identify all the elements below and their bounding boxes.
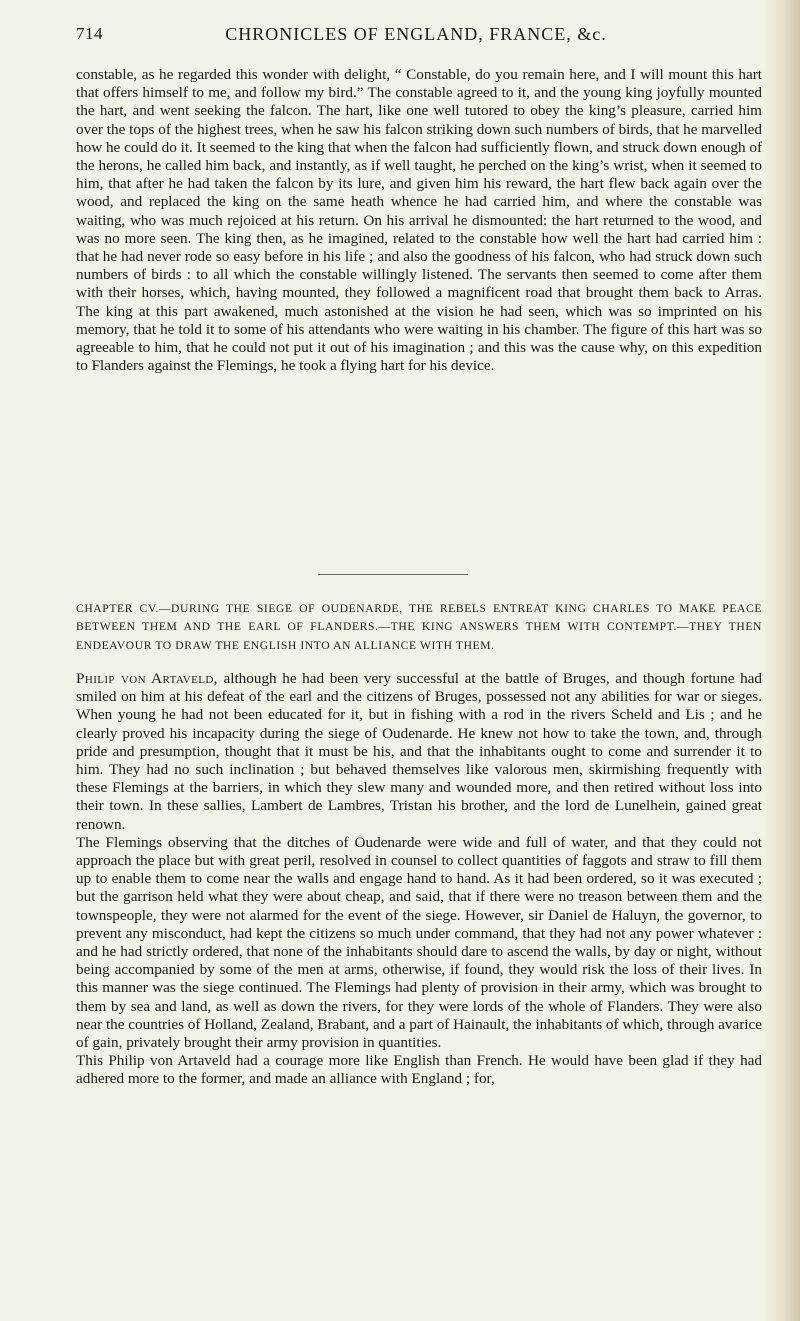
chapter-body: [76, 670, 762, 1089]
paragraph-text: constable, as he regarded this wonder with delight, “ Constable, do you remain here, and I will mount this hart that offers himself to me, and follow my bird.” The constable agreed to it, and the young king joyfully mounted the hart, and went seeking the falcon. The hart, like one well tutored to obey the king’s pleasure, carried him over the tops of the highest trees, when he saw his falcon striking down such numbers of birds, that he marvelled how he could do it. It seemed to the king that when the falcon had sufficiently flown, and struck down enough of the herons, he called him back, and instantly, as if well taught, he perched on the king’s wrist, when it seemed to him, that after he had taken the falcon by its lure, and given him his reward, the hart flew back again over the wood, and replaced the king on the same heath whence he had carried him, and where the constable was waiting, who was much rejoiced at his return. On his arrival he dismounted: the hart returned to the wood, and was no more seen. The king then, as he imagined, related to the constable how well the hart had carried him : that he had never rode so easy before in his life ; and also the goodness of his falcon, who had struck down such numbers of birds : to all which the constable willingly listened. The servants then seemed to come after them with their horses, which, having mounted, they followed a magnificent road that brought them back to Arras. The king at this part awakened, much astonished at the vision he had seen, which was so imprinted on his memory, that he told it to some of his attendants who were waiting in his chamber. The figure of this hart was so agreeable to him, that he could not put it out of his imagination ; and this was the cause why, on this expedition to Flanders against the Flemings, he took a flying hart for his device.: [76, 66, 762, 375]
paragraph: This Philip von Artaveld had a courage more like English than French. He would have been glad if they had adhered more to the former, and made an alliance with England ; for,: [76, 1052, 762, 1088]
page-number: 714: [76, 24, 103, 43]
section-divider: [318, 574, 468, 575]
opening-name: Philip von Artaveld,: [76, 670, 218, 687]
chapter-heading: CHAPTER CV.—DURING THE SIEGE OF OUDENARDE, THE REBELS ENTREAT KING CHARLES TO MAKE PEACE BETWEEN THEM AND THE EARL OF FLANDERS.—THE KING ANSWERS THEM WITH CONTEMPT.—THEY THEN ENDEAVOUR TO DRAW THE ENGLISH INTO AN ALLIANCE WITH THEM.: [76, 602, 762, 652]
paragraph-opening: [76, 670, 762, 834]
page-edge-shadow: [762, 0, 800, 1321]
paragraph-continued: [76, 66, 762, 375]
running-head: [76, 24, 756, 54]
running-title: CHRONICLES OF ENGLAND, FRANCE, &c.: [225, 24, 607, 44]
paragraph-text: although he had been very successful at the battle of Bruges, and though fortune had smiled on him at his defeat of the earl and the citizens of Bruges, possessed not any abilities for war or sieges. When young he had not been educated for it, but in fishing with a rod in the rivers Scheld and Lis ; and he clearly proved his incapacity during the siege of Oudenarde. He knew not how to take the town, and, through pride and presumption, thought that it must be his, and that the inhabitants ought to come and surrender it to him. They had no such inclination ; but behaved themselves like valorous men, skirmishing frequently with these Flemings at the barriers, in which they slew many and wounded more, and then retired without loss into their town. In these sallies, Lambert de Lambres, Tristan his brother, and the lord de Lunelhein, gained great renown.: [76, 670, 762, 833]
paragraph: The Flemings observing that the ditches of Oudenarde were wide and full of water, and that they could not approach the place but with great peril, resolved in counsel to collect quantities of faggots and straw to fill them up to enable them to come near the walls and engage hand to hand. As it had been ordered, so it was executed ; but the garrison held what they were about cheap, and said, that if there were no treason between them and the townspeople, they were not alarmed for the event of the siege. However, sir Daniel de Haluyn, the governor, to prevent any misconduct, had kept the citizens so much under command, that they had not any power whatever : and he had strictly ordered, that none of the inhabitants should dare to ascend the walls, by day or night, without being accompanied by some of the men at arms, otherwise, if found, they would risk the loss of their lives. In this manner was the siege continued. The Flemings had plenty of provision in their army, which was brought to them by sea and land, as well as down the rivers, for they were lords of the whole of Flanders. They were also near the countries of Holland, Zealand, Brabant, and a part of Hainault, the inhabitants of which, through avarice of gain, privately brought their army provision in quantities.: [76, 833, 762, 1052]
